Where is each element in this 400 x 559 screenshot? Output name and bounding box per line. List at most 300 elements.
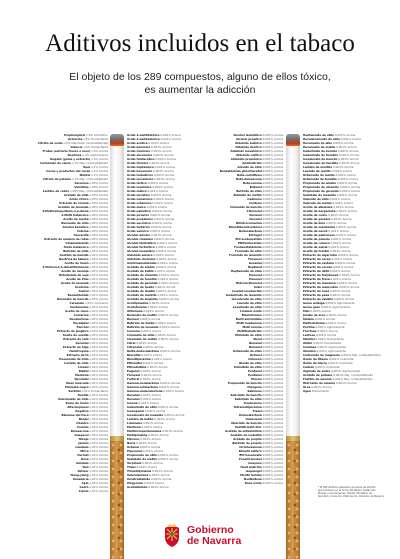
- additive-percentage: o,01% Aroma: [89, 477, 108, 481]
- additive-percentage: o,1% Mej. combustibilidad: [71, 177, 108, 181]
- additive-name: Xilitol: [303, 341, 313, 345]
- additive-name: Carbonato de calcio: [40, 161, 71, 165]
- additive-name: Regaliz (goma y extracto): [50, 157, 91, 161]
- additive-percentage: 0,001% Aroma: [262, 321, 283, 325]
- additive-name: Aldehído cinámico: [127, 257, 156, 261]
- additive-percentage: 0,001% Aroma: [143, 421, 164, 425]
- additive-name: Aldehído anísico: [127, 253, 153, 257]
- additive-percentage: 0,001% Aroma: [147, 181, 168, 185]
- additive-percentage: 0,001% Aroma: [158, 297, 180, 301]
- additive-name: Aceite de menta: [63, 217, 89, 221]
- additive-name: Piperonal: [127, 449, 142, 453]
- additive-name: Jazmín: [78, 441, 89, 445]
- additive-name: Acetato de mentilo: [127, 293, 157, 297]
- additive-name: Nerol: [127, 441, 136, 445]
- legend-line: tóxicas y cancerígenas. Fuente: Ministerio de: [318, 492, 372, 496]
- additive-name: Dextrosa: [67, 153, 82, 157]
- legend-note: [318, 486, 388, 516]
- additive-name: Laurato de metilo: [303, 169, 331, 173]
- additive-name: Sabineno: [247, 389, 262, 393]
- additive-percentage: o,01% Aroma: [89, 473, 108, 477]
- additive-name: Decalactona: [69, 317, 89, 321]
- additive-name: Formiato de etilo: [235, 249, 262, 253]
- additive-percentage: 0,001% Aroma: [262, 145, 283, 149]
- additive-name: Aceite de romero: [303, 241, 330, 245]
- additive-name: Ácido láctico: [127, 181, 147, 185]
- footer-org-line-2: de Navarra: [187, 535, 242, 547]
- additive-percentage: 0,001% Aroma: [262, 201, 283, 205]
- additive-name: Ácido isovalérico: [127, 177, 154, 181]
- additive-name: Fosfato de amonio: [303, 377, 332, 381]
- additive-percentage: 0,001% Aroma: [152, 185, 173, 189]
- additive-name: Salicilato de etilo: [234, 397, 262, 401]
- additive-name: Ácido mirístico: [127, 193, 151, 197]
- additive-name: Cilantro: [76, 421, 89, 425]
- additive-percentage: o,01% Aroma: [89, 433, 108, 437]
- additive-percentage: o,1% Aroma: [91, 173, 108, 177]
- additive-percentage: o,01% Aroma: [89, 469, 108, 473]
- additive-name: Pentanol: [247, 373, 262, 377]
- additive-percentage: o,01% Aroma: [89, 333, 108, 337]
- additive-name: Levulinato de etilo: [232, 305, 262, 309]
- additive-name: Lactato de butilo: [127, 417, 154, 421]
- additive-percentage: 0,001% Aroma: [262, 245, 283, 249]
- additive-name: Comino: [77, 425, 89, 429]
- additive-percentage: o,01% Aroma: [89, 289, 108, 293]
- additive-percentage: 0,001% Aroma: [154, 269, 175, 273]
- additive-percentage: 0,001% Aroma: [262, 149, 283, 153]
- additive-name: Isoeugenol: [127, 409, 144, 413]
- additive-percentage: 0,001% Aroma: [158, 385, 180, 389]
- additive-name: Ácido 2-metilbutírico: [127, 133, 160, 137]
- cigarette-paper: [286, 146, 300, 436]
- additive-percentage: 0,001% Aroma: [339, 189, 360, 193]
- additive-percentage: 0,001% Aroma: [262, 337, 283, 341]
- additive-name: Isobutirato de etilo: [127, 405, 157, 409]
- additive-percentage: 0,001% Aroma: [339, 273, 360, 277]
- additive-name: Ácido tartárico: [127, 225, 151, 229]
- additive-percentage: 0,001% Aroma: [154, 417, 175, 421]
- additive-name: Extracto de té: [66, 353, 89, 357]
- additive-percentage: 0,001% Aroma: [339, 185, 361, 189]
- additive-name: Pachulí: [77, 453, 89, 457]
- additive-name: 3-Metilciclopentano-1,2-diona: [42, 209, 89, 213]
- additive-percentage: 0,001% Aroma: [262, 329, 283, 333]
- additive-percentage: 0,001% Aroma: [262, 161, 283, 165]
- additive-percentage: o,01% Aroma: [89, 269, 108, 273]
- additive-name: Cinamato de bencilo: [230, 205, 262, 209]
- additive-name: Amilcinamaldehído: [127, 261, 157, 265]
- additive-name: Cinamato de etilo: [127, 333, 155, 337]
- additive-name: Ylang-ylang: [70, 473, 89, 477]
- additive-percentage: 0,001% Aroma: [338, 285, 360, 289]
- additive-percentage: 0,001% Aroma: [262, 453, 283, 457]
- additive-percentage: o,01% Aroma: [89, 481, 108, 485]
- additive-name: Metilpirazina: [127, 433, 148, 437]
- additive-percentage: 0,001% Aroma: [331, 217, 352, 221]
- additive-name: Neral: [253, 337, 262, 341]
- additive-name: Hexenol: [249, 277, 262, 281]
- additive-name: Citral: [127, 341, 136, 345]
- additive-name: Trimetilpirazina: [127, 469, 152, 473]
- additive-percentage: 0,001% Aroma: [151, 145, 172, 149]
- additive-percentage: o,4% Aroma: [91, 149, 108, 153]
- additive-name: Hexanoato de metilo: [303, 145, 336, 149]
- additive-name: Ácido isobutírico: [127, 173, 153, 177]
- additive-percentage: 0,001% Aglomerante: [315, 325, 345, 329]
- additive-percentage: 0,001% Aroma: [262, 357, 283, 361]
- additive-name: Vainillina: [74, 185, 89, 189]
- additive-name: Sándalo: [76, 461, 89, 465]
- additive-name: Valerato de etilo: [303, 197, 329, 201]
- additive-name: Isovalerato de bencilo: [303, 157, 338, 161]
- additive-name: Heptanal: [247, 265, 262, 269]
- additive-percentage: o,01% Aroma: [89, 489, 108, 493]
- additive-percentage: 0,001% Aroma: [262, 305, 283, 309]
- additive-percentage: o,01% Aroma: [89, 457, 108, 461]
- additive-percentage: 0,001% Aroma: [151, 209, 173, 213]
- additive-name: Isobutirato de bencilo: [303, 149, 338, 153]
- additive-name: Octanol: [249, 353, 262, 357]
- additive-name: Aceite de geranio: [303, 217, 331, 221]
- additive-percentage: o,01% Aroma: [89, 429, 108, 433]
- additive-name: Ácido fórmico: [127, 161, 149, 165]
- additive-percentage: 0,001% Aroma: [262, 361, 283, 365]
- additive-percentage: 0,001% Aroma: [136, 465, 157, 469]
- additive-name: Tetrametilpirazina: [233, 405, 262, 409]
- additive-percentage: 0,001% Aroma: [139, 317, 161, 321]
- additive-name: Extracto de nuez: [303, 289, 330, 293]
- additive-name: Mentona: [127, 425, 141, 429]
- additive-name: Geraniol: [75, 341, 89, 345]
- additive-percentage: o,3% Aglomerante: [82, 153, 108, 157]
- additive-percentage: o,01% Aroma: [89, 277, 108, 281]
- additive-percentage: 0,001% Aroma: [331, 257, 352, 261]
- additive-percentage: 0,001% Aroma: [262, 253, 283, 257]
- additive-name: Citronelol: [127, 345, 143, 349]
- additive-percentage: 0,001% Aroma: [262, 421, 283, 425]
- additive-percentage: 0,001% Aroma: [151, 357, 172, 361]
- additive-name: Acetato de anisilo: [127, 265, 155, 269]
- additive-percentage: 0,001% Aroma: [151, 233, 172, 237]
- additive-name: Nonanal: [249, 341, 262, 345]
- additive-name: Heptanoato de etilo: [303, 133, 334, 137]
- additive-percentage: o,01% Colorante: [85, 301, 108, 305]
- additive-name: Hexenal: [249, 273, 262, 277]
- additive-name: Aldehído octílico: [235, 153, 262, 157]
- additive-name: Beta-damascona: [235, 177, 262, 181]
- additive-name: Acetato de terpinilo: [127, 297, 158, 301]
- additive-percentage: 0,001% Aroma: [335, 233, 356, 237]
- additive-name: Isovalerato de etilo: [231, 297, 262, 301]
- additive-name: Propionato de anisilo: [303, 181, 336, 185]
- additive-name: Butirato de etilo: [63, 249, 89, 253]
- additive-percentage: 0,001% Aroma: [159, 349, 181, 353]
- additive-percentage: 0,001% Aroma: [333, 297, 355, 301]
- additive-percentage: 0,001% Aroma: [262, 405, 283, 409]
- additive-name: Fenchol: [76, 325, 89, 329]
- additive-name: Linalool óxido: [240, 309, 262, 313]
- cigarette-ash-icon: [286, 134, 300, 146]
- subtitle-line-2: es aumentar la adicción: [144, 84, 256, 96]
- additive-percentage: 0,001% Aroma: [262, 185, 283, 189]
- additive-percentage: o,01% Aroma: [89, 341, 108, 345]
- additive-name: Alilionona: [127, 309, 143, 313]
- additive-percentage: 0,001% Aroma: [329, 293, 351, 297]
- additive-name: Alfa-terpineol: [67, 405, 89, 409]
- additive-name: Urea: [303, 385, 311, 389]
- additive-percentage: 0,001% Aroma: [158, 273, 180, 277]
- additive-percentage: 0,001% Aroma: [262, 425, 283, 429]
- additive-percentage: 0,001% Aroma: [330, 277, 351, 281]
- additive-percentage: 0,001% Aroma: [157, 313, 179, 317]
- cigarette-ash-icon: [110, 134, 124, 146]
- additive-percentage: 0,001% Aroma: [262, 389, 283, 393]
- additive-name: Cedro: [79, 485, 89, 489]
- additive-name: Ácido oleico: [127, 205, 146, 209]
- additive-percentage: 0,001% Aroma: [262, 157, 283, 161]
- additive-percentage: o,01% Aroma: [89, 361, 108, 365]
- additive-percentage: 0,001% Aglomerante: [316, 345, 347, 349]
- additive-name: Undecanal: [245, 417, 262, 421]
- additive-name: Aceite de neroli: [303, 229, 328, 233]
- additive-percentage: o,01% Aroma: [89, 425, 108, 429]
- additive-percentage: 0,001% Aroma: [262, 313, 283, 317]
- additive-name: Etilmaltol: [127, 361, 142, 365]
- additive-name: Ácido hexanoico: [127, 169, 153, 173]
- additive-name: Isobutirato de isoamilo: [225, 293, 262, 297]
- additive-name: Hinojo: [78, 437, 89, 441]
- additive-percentage: 0,001% Aroma: [151, 477, 172, 481]
- additive-name: Butanol: [249, 185, 262, 189]
- additive-percentage: 0,001% Aroma: [333, 205, 354, 209]
- additive-percentage: o,01% Aroma: [89, 329, 108, 333]
- additive-name: Manitol: [303, 337, 315, 341]
- additive-name: Valerianato de etilo: [58, 397, 89, 401]
- additive-percentage: 0,001% Aroma: [159, 325, 180, 329]
- additive-percentage: o,01% Aroma: [89, 313, 108, 317]
- additive-percentage: o,01% Aroma: [89, 281, 108, 285]
- additive-row: [195, 481, 283, 485]
- additive-percentage: 0,001% Aroma: [157, 261, 178, 265]
- additive-percentage: 0,001% Aroma: [159, 381, 181, 385]
- additive-name: Terpineol: [127, 461, 142, 465]
- additive-percentage: 0,001% Colorante: [328, 357, 354, 361]
- additive-name: Anetol: [78, 289, 89, 293]
- additive-name: Sacarosa: [74, 181, 89, 185]
- additive-percentage: o,01% Aroma: [89, 357, 108, 361]
- additive-name: Nuez moscada: [66, 381, 89, 385]
- additive-percentage: 0,001% Aroma: [140, 393, 161, 397]
- additive-name: Isovalerato de isoamilo: [127, 413, 164, 417]
- additive-percentage: 0,001% Aroma: [155, 249, 177, 253]
- additive-percentage: 0,001% Aroma: [262, 385, 283, 389]
- additive-name: Decanal: [249, 213, 262, 217]
- additive-percentage: 0,001% Aroma: [332, 265, 354, 269]
- additive-percentage: 0,001% Aroma: [262, 341, 283, 345]
- additive-percentage: o,01% Aroma: [89, 337, 108, 341]
- additive-percentage: o,02% Aroma: [89, 213, 108, 217]
- additive-percentage: o,01% Aroma: [89, 405, 108, 409]
- additive-percentage: o,01% Aroma: [89, 437, 108, 441]
- additive-percentage: 0,001% Aroma: [262, 365, 283, 369]
- additive-percentage: 0,001% Aroma: [147, 189, 168, 193]
- additive-name: Ácido 2-metilvalérico: [127, 137, 160, 141]
- additive-percentage: 0,001% Mej. combustibilidad: [333, 373, 373, 377]
- additive-name: Valerato de metilo: [303, 201, 332, 205]
- additive-name: Farnesol: [127, 373, 141, 377]
- additive-percentage: 0,001% Mej. combustibilidad: [340, 353, 381, 357]
- additive-name: Goma guar: [303, 305, 320, 309]
- additive-percentage: 0,001% Aroma: [262, 429, 283, 433]
- additive-percentage: 0,001% Aroma: [262, 297, 283, 301]
- additive-name: Acetofenona: [127, 305, 147, 309]
- additive-percentage: o,03% Aroma: [89, 197, 108, 201]
- additive-name: Caramelo: [69, 301, 85, 305]
- additive-name: Isopulegol: [245, 469, 262, 473]
- additive-percentage: 0,001% Aroma: [339, 161, 360, 165]
- additive-name: Mentofurano: [241, 313, 262, 317]
- additive-percentage: 0,001% Aroma: [156, 289, 177, 293]
- additive-name: Láudano: [75, 445, 89, 449]
- additive-name: Hexanol: [127, 397, 140, 401]
- additive-name: Extracto de melocotón: [303, 285, 339, 289]
- additive-name: Acetato de benzilo: [59, 253, 89, 257]
- additive-name: 4-Hidroxi-2,5-dimetilfuranona: [42, 265, 89, 269]
- additive-name: Acetato de etilvainillina: [224, 429, 262, 433]
- additive-percentage: 0,001% Aroma: [142, 361, 164, 365]
- additive-percentage: 0,001% Aroma: [314, 317, 336, 321]
- additive-percentage: o,01% Aroma: [89, 377, 108, 381]
- additive-percentage: o,01% Aroma: [89, 485, 108, 489]
- additive-percentage: o,02% Aroma: [89, 237, 108, 241]
- additive-name: Acetoína: [74, 285, 89, 289]
- additive-name: Alginato de sodio: [303, 369, 331, 373]
- additive-name: Hidróxido de amonio: [303, 381, 336, 385]
- additive-percentage: 0,001% Aroma: [332, 201, 353, 205]
- additive-name: Rosa óxido: [244, 481, 262, 485]
- additive-name: Óxido de hierro: [303, 361, 328, 365]
- additive-name: Cinamato de metilo: [127, 337, 158, 341]
- additive-percentage: 0,001% Aroma: [262, 409, 283, 413]
- additive-name: Beta-ionona: [243, 181, 262, 185]
- additive-name: Jarabe de arce: [303, 313, 326, 317]
- additive-percentage: 0,001% Aroma: [262, 353, 283, 357]
- additive-percentage: 0,001% Aroma: [153, 237, 175, 241]
- additive-percentage: 0,001% Aroma: [262, 261, 283, 265]
- additive-percentage: 0,001% Colorante: [314, 365, 340, 369]
- additive-name: Guayacol: [74, 433, 89, 437]
- additive-name: Butirato de etilo: [236, 189, 262, 193]
- additive-name: Fenilacetaldehído: [234, 245, 262, 249]
- additive-percentage: 0,001% Aroma: [338, 157, 359, 161]
- additive-name: Salicilato de bencilo: [230, 393, 262, 397]
- additive-name: Metiltiobutirato: [237, 329, 262, 333]
- additive-percentage: 0,001% Aroma: [262, 381, 283, 385]
- additive-percentage: 0,001% Aroma: [160, 137, 182, 141]
- additive-name: Ciclohexanona: [239, 445, 262, 449]
- additive-column-3: [195, 133, 283, 528]
- additive-percentage: o,01% Aroma: [89, 241, 108, 245]
- additive-percentage: 0,001% Aroma: [160, 133, 181, 137]
- additive-name: Octanoato de fenetilo: [303, 177, 337, 181]
- additive-percentage: 0,001% Aroma: [140, 369, 161, 373]
- additive-percentage: 0,001% Aroma: [262, 133, 283, 137]
- additive-name: Isoamil isovalerato: [232, 289, 262, 293]
- additive-name: Metil ionona: [242, 325, 262, 329]
- additive-percentage: 0,001% Aroma: [262, 333, 283, 337]
- additive-percentage: 0,001% Aroma: [157, 405, 179, 409]
- additive-percentage: o,01% Aroma: [89, 285, 108, 289]
- additive-name: Fructosa: [303, 329, 317, 333]
- additive-percentage: o,02% Aroma: [89, 225, 108, 229]
- additive-percentage: 0,001% Aroma: [262, 141, 283, 145]
- additive-name: Pineno: [251, 377, 262, 381]
- additive-percentage: 0,001% Aroma: [262, 269, 283, 273]
- additive-percentage: 0,001% Aroma: [262, 285, 283, 289]
- additive-percentage: o,01% Aroma: [89, 421, 108, 425]
- additive-name: Maltol: [78, 369, 89, 373]
- cigarette-filter: [110, 441, 124, 559]
- additive-name: Miel: [303, 309, 310, 313]
- additive-name: Almidón: [303, 349, 316, 353]
- additive-percentage: o,01% Aroma: [89, 397, 108, 401]
- additive-percentage: 0,001% Aroma: [162, 429, 183, 433]
- additive-percentage: 0,001% Aroma: [262, 377, 283, 381]
- additive-percentage: 0,001% Aroma: [262, 221, 283, 225]
- additive-percentage: 0,001% Aroma: [141, 425, 162, 429]
- additive-name: Ácido octanoico: [127, 201, 152, 205]
- additive-name: Borneol: [127, 317, 139, 321]
- additive-name: Extracto de ciruela: [59, 201, 89, 205]
- additive-name: Aldehído isovalérico: [230, 149, 262, 153]
- additive-name: Furaneol: [248, 257, 262, 261]
- additive-percentage: 0,001% Aroma: [157, 293, 178, 297]
- additive-name: Isobutirato de fenetilo: [303, 153, 338, 157]
- additive-name: Aceite de cedro: [303, 213, 328, 217]
- additive-percentage: 0,001% Aroma: [262, 309, 283, 313]
- additive-percentage: o,1% Aroma: [91, 165, 108, 169]
- gobierno-navarra-logo: [163, 522, 263, 552]
- additive-name: Isovalerato de fenetilo: [303, 161, 339, 165]
- additive-name: Alcohol propílico: [235, 137, 262, 141]
- additive-name: Hexil butirato: [240, 465, 262, 469]
- additive-percentage: 0,001% Aroma: [140, 329, 161, 333]
- additive-name: Tiazol: [252, 409, 262, 413]
- additive-name: Metil heptenona: [236, 321, 262, 325]
- additive-name: Acetato de etilo: [63, 193, 89, 197]
- additive-name: Acetato de cinamilo: [127, 273, 158, 277]
- additive-name: Mirra: [80, 449, 89, 453]
- additive-name: Óxido de titanio: [303, 357, 328, 361]
- additive-percentage: 0,001% Aroma: [262, 237, 283, 241]
- additive-name: Ácido succínico: [127, 221, 151, 225]
- additive-name: Formiato de isoamilo: [229, 253, 262, 257]
- additive-percentage: o,01% Aroma: [89, 253, 108, 257]
- additive-name: Heliotropina: [69, 349, 89, 353]
- additive-name: Glicerol: [70, 145, 83, 149]
- additive-percentage: 0,001% Aroma: [317, 329, 338, 333]
- additive-percentage: 0,001% Aroma: [338, 153, 360, 157]
- additive-percentage: 0,001% Aroma: [311, 385, 332, 389]
- additive-name: Extracto de pasa: [303, 293, 330, 297]
- additive-percentage: 0,001% Aroma: [334, 261, 356, 265]
- subtitle-line-1: El objeto de los 289 compuestos, alguno de ellos tóxico,: [69, 71, 331, 83]
- additive-name: Sorbitol: [68, 389, 81, 393]
- additive-percentage: 0,001% Aroma: [262, 241, 283, 245]
- additive-name: Guayeno: [248, 461, 262, 465]
- poster-subtitle: [40, 71, 360, 97]
